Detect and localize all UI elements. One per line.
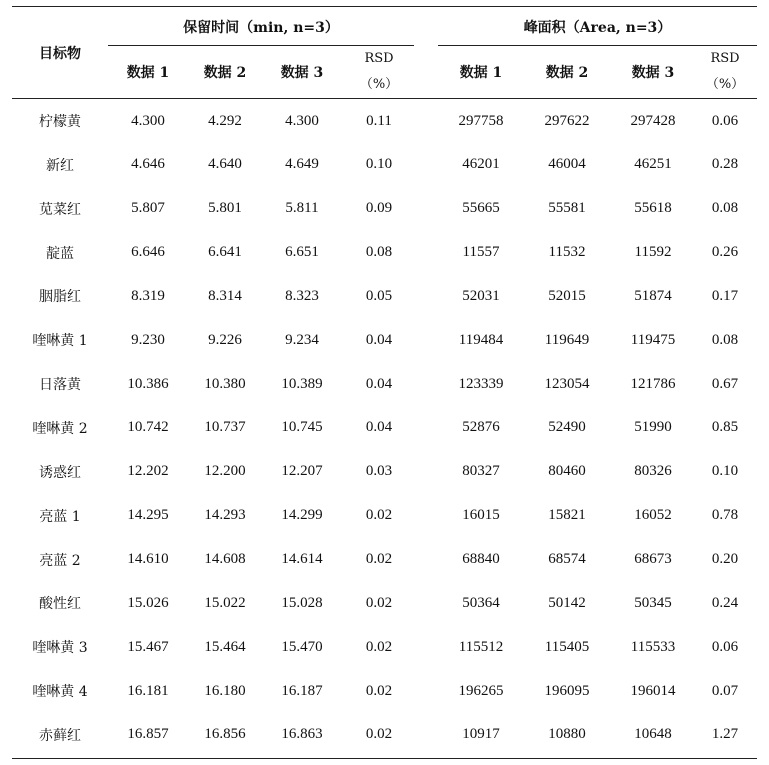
cell-area-data3: 11592	[634, 244, 672, 261]
cell-rt-data2: 14.293	[204, 507, 246, 524]
header-rt-data2: 数据 2	[203, 65, 247, 81]
cell-row-name: 诱惑红	[39, 464, 81, 481]
cell-rt-rsd: 0.04	[365, 375, 393, 392]
cell-rt-data3: 5.811	[285, 200, 319, 217]
cell-row-name: 胭脂红	[39, 289, 81, 306]
cell-area-rsd: 0.20	[711, 551, 739, 567]
cell-rt-rsd: 0.02	[365, 638, 393, 655]
cell-area-data2: 46004	[548, 156, 586, 173]
cell-rt-rsd: 0.02	[365, 551, 393, 567]
header-target: 目标物	[39, 46, 81, 62]
rsd-label: RSD	[710, 51, 740, 66]
cell-area-data3: 297428	[630, 112, 676, 129]
header-area-group: 峰面积（Area, n=3）	[523, 19, 672, 36]
cell-rt-data2: 10.737	[204, 419, 246, 436]
cell-rt-data3: 8.323	[285, 287, 319, 304]
header-bottom-rule	[12, 98, 757, 99]
cell-area-rsd: 0.78	[711, 507, 739, 524]
cell-rt-data1: 16.857	[127, 726, 169, 743]
cell-area-data3: 10648	[634, 726, 672, 743]
cell-area-data1: 196265	[458, 682, 504, 699]
cell-rt-data2: 6.641	[208, 244, 242, 261]
cell-rt-rsd: 0.04	[365, 419, 393, 436]
cell-rt-data3: 16.187	[281, 682, 323, 699]
cell-area-rsd: 0.17	[711, 287, 739, 304]
cell-area-data2: 10880	[548, 726, 586, 743]
cell-area-rsd: 0.08	[711, 331, 739, 348]
header-area-rsd	[696, 46, 754, 98]
cell-rt-data2: 10.380	[204, 375, 246, 392]
cell-rt-rsd: 0.02	[365, 594, 393, 611]
cell-area-data2: 15821	[548, 507, 586, 524]
cell-rt-data1: 15.026	[127, 594, 169, 611]
cell-rt-data2: 14.608	[204, 551, 246, 567]
cell-rt-data1: 6.646	[131, 244, 165, 261]
cell-rt-data3: 9.234	[285, 331, 319, 348]
cell-rt-data2: 5.801	[208, 200, 242, 217]
top-rule	[12, 6, 757, 7]
header-rt-data1: 数据 1	[126, 65, 170, 81]
cell-row-name: 亮蓝 2	[39, 552, 81, 569]
cell-row-name: 靛蓝	[46, 245, 74, 262]
cell-area-data1: 16015	[462, 507, 500, 524]
cell-area-data2: 50142	[548, 594, 586, 611]
header-area-data1: 数据 1	[459, 65, 503, 81]
cell-rt-rsd: 0.02	[365, 507, 393, 524]
cell-area-data3: 55618	[634, 200, 672, 217]
cell-area-data2: 119649	[544, 331, 590, 348]
cell-rt-data2: 16.180	[204, 682, 246, 699]
cell-row-name: 日落黄	[39, 377, 81, 394]
rsd-unit: （%）	[705, 77, 745, 92]
cell-rt-rsd: 0.03	[365, 463, 393, 480]
cell-rt-data3: 4.649	[285, 156, 319, 173]
cell-area-data3: 80326	[634, 463, 672, 480]
cell-rt-data1: 5.807	[131, 200, 165, 217]
cell-rt-data1: 15.467	[127, 638, 169, 655]
cell-rt-data1: 16.181	[127, 682, 169, 699]
header-area-data3: 数据 3	[631, 65, 675, 81]
cell-rt-data1: 8.319	[131, 287, 165, 304]
cell-rt-rsd: 0.04	[365, 331, 393, 348]
cell-area-rsd: 0.06	[711, 638, 739, 655]
cell-area-data2: 297622	[544, 112, 590, 129]
cell-rt-data3: 15.028	[281, 594, 323, 611]
cell-area-data3: 16052	[634, 507, 672, 524]
cell-area-data1: 123339	[458, 375, 504, 392]
cell-area-data2: 115405	[544, 638, 590, 655]
cell-area-data2: 55581	[548, 200, 586, 217]
header-rt-rsd	[342, 46, 416, 98]
cell-area-data3: 121786	[630, 375, 676, 392]
cell-rt-data1: 14.610	[127, 551, 169, 567]
cell-area-data3: 50345	[634, 594, 672, 611]
cell-area-data1: 297758	[458, 112, 504, 129]
rsd-label: RSD	[364, 51, 394, 66]
cell-rt-data3: 14.299	[281, 507, 323, 524]
cell-row-name: 柠檬黄	[39, 114, 81, 130]
cell-area-data2: 52015	[548, 287, 586, 304]
cell-rt-data1: 4.646	[131, 156, 165, 173]
cell-rt-data3: 6.651	[285, 244, 319, 261]
cell-rt-rsd: 0.02	[365, 726, 393, 743]
cell-rt-data2: 15.464	[204, 638, 246, 655]
cell-area-data3: 115533	[630, 638, 676, 655]
cell-rt-data2: 9.226	[208, 331, 242, 348]
cell-rt-data3: 14.614	[281, 551, 323, 567]
cell-area-rsd: 0.10	[711, 463, 739, 480]
cell-row-name: 喹啉黄 2	[32, 420, 88, 437]
cell-row-name: 赤藓红	[39, 727, 81, 744]
cell-area-rsd: 1.27	[711, 726, 739, 743]
cell-area-data2: 11532	[548, 244, 586, 261]
cell-area-data1: 80327	[462, 463, 500, 480]
cell-area-data1: 115512	[458, 638, 504, 655]
header-area-data2: 数据 2	[545, 65, 589, 81]
cell-area-rsd: 0.67	[711, 375, 739, 392]
cell-area-data1: 119484	[458, 331, 504, 348]
cell-rt-data2: 16.856	[204, 726, 246, 743]
cell-rt-data3: 15.470	[281, 638, 323, 655]
cell-area-data1: 11557	[462, 244, 500, 261]
cell-row-name: 喹啉黄 1	[32, 333, 88, 350]
cell-rt-rsd: 0.11	[366, 112, 392, 129]
cell-area-data2: 52490	[548, 419, 586, 436]
cell-area-data1: 10917	[462, 726, 500, 743]
cell-rt-rsd: 0.09	[365, 200, 393, 217]
cell-rt-data2: 4.640	[208, 156, 242, 173]
cell-area-rsd: 0.28	[711, 156, 739, 173]
cell-area-rsd: 0.08	[711, 200, 739, 217]
cell-rt-data3: 12.207	[281, 463, 323, 480]
cell-area-data3: 196014	[630, 682, 676, 699]
cell-area-data3: 51990	[634, 419, 672, 436]
cell-area-data1: 52876	[462, 419, 500, 436]
cell-row-name: 新红	[46, 157, 74, 174]
cell-area-data1: 52031	[462, 287, 500, 304]
cell-area-data1: 46201	[462, 156, 500, 173]
cell-row-name: 喹啉黄 3	[32, 640, 88, 657]
cell-rt-rsd: 0.05	[365, 287, 393, 304]
cell-rt-data1: 10.742	[127, 419, 169, 436]
cell-area-data2: 80460	[548, 463, 586, 480]
cell-area-rsd: 0.24	[711, 594, 739, 611]
header-rt-data3: 数据 3	[280, 65, 324, 81]
cell-rt-data3: 10.745	[281, 419, 323, 436]
cell-rt-data2: 4.292	[208, 112, 242, 129]
cell-area-rsd: 0.07	[711, 682, 739, 699]
cell-area-data3: 51874	[634, 287, 672, 304]
cell-area-data1: 50364	[462, 594, 500, 611]
cell-rt-data3: 10.389	[281, 375, 323, 392]
cell-rt-data1: 12.202	[127, 463, 169, 480]
cell-area-data2: 123054	[544, 375, 590, 392]
cell-rt-data2: 8.314	[208, 287, 242, 304]
cell-area-data3: 46251	[634, 156, 672, 173]
cell-rt-rsd: 0.02	[365, 682, 393, 699]
cell-row-name: 亮蓝 1	[39, 508, 81, 525]
cell-row-name: 酸性红	[39, 596, 81, 613]
cell-area-data1: 68840	[462, 551, 500, 567]
cell-rt-data1: 4.300	[131, 112, 165, 129]
cell-rt-data2: 15.022	[204, 594, 246, 611]
cell-rt-data1: 9.230	[131, 331, 165, 348]
cell-rt-data1: 14.295	[127, 507, 169, 524]
cell-area-data1: 55665	[462, 200, 500, 217]
header-retention-group: 保留时间（min, n=3）	[183, 19, 339, 36]
cell-area-rsd: 0.26	[711, 244, 739, 261]
cell-row-name: 苋菜红	[39, 201, 81, 218]
cell-area-data2: 68574	[548, 551, 586, 567]
cell-area-data2: 196095	[544, 682, 590, 699]
cell-rt-rsd: 0.08	[365, 244, 393, 261]
bottom-rule	[12, 758, 757, 759]
cell-rt-data2: 12.200	[204, 463, 246, 480]
cell-area-rsd: 0.06	[711, 112, 739, 129]
cell-rt-data3: 16.863	[281, 726, 323, 743]
rsd-unit: （%）	[359, 77, 399, 92]
cell-area-data3: 119475	[630, 331, 676, 348]
cell-rt-rsd: 0.10	[365, 156, 393, 173]
cell-area-data3: 68673	[634, 551, 672, 567]
cell-rt-data3: 4.300	[285, 112, 319, 129]
cell-rt-data1: 10.386	[127, 375, 169, 392]
cell-area-rsd: 0.85	[711, 419, 739, 436]
cell-row-name: 喹啉黄 4	[32, 684, 88, 701]
